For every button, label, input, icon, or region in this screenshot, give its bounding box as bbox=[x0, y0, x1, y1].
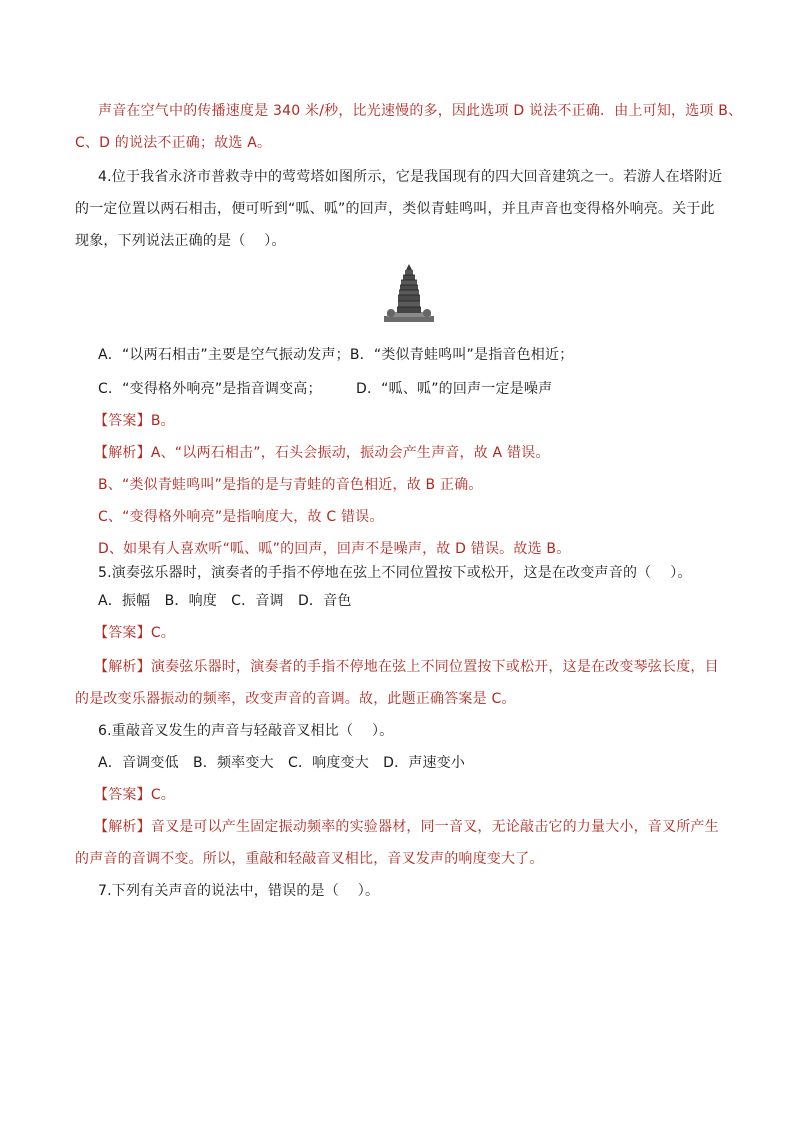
q6-answer bbox=[94, 786, 175, 804]
q6-options: A．音调变低 B．频率变大 C．响度变大 D．声速变小 bbox=[98, 755, 466, 771]
q4-stem-line-3: 现象，下列说法正确的是（ ）。 bbox=[75, 233, 286, 249]
q4-options-line-1: A．“以两石相击”主要是空气振动发声；B．“类似青蛙鸣叫”是指音色相近； bbox=[98, 347, 574, 363]
q4-analysis-line-3: C、“变得格外响亮”是指响度大，故 C 错误。 bbox=[98, 509, 384, 525]
q5-answer bbox=[94, 624, 175, 642]
q4-analysis-line-1 bbox=[94, 444, 550, 462]
q4-option-d: D．“呱、呱”的回声一定是噪声 bbox=[356, 381, 553, 397]
answer-value: C。 bbox=[150, 625, 175, 641]
q4-stem-line-2: 的一定位置以两石相击，便可听到“呱、呱”的回声，类似青蛙鸣叫，并且声音也变得格外响亮。关于此 bbox=[75, 201, 715, 217]
answer-value: B。 bbox=[150, 413, 175, 429]
q4-analysis-line-2: B、“类似青蛙鸣叫”是指的是与青蛙的音色相近，故 B 正确。 bbox=[98, 477, 483, 493]
answer-label: 【答案】 bbox=[94, 787, 151, 803]
q5-analysis-line-2: 的是改变乐器振动的频率，改变声音的音调。故，此题正确答案是 C。 bbox=[75, 691, 516, 707]
analysis-label: 【解析】 bbox=[94, 659, 151, 675]
answer-value: C。 bbox=[150, 787, 175, 803]
pagoda-tower-icon bbox=[383, 262, 435, 324]
q4-analysis-line-4: D、如果有人喜欢听“呱、呱”的回声，回声不是噪声，故 D 错误。故选 B。 bbox=[98, 541, 571, 557]
analysis-text: 演奏弦乐器时，演奏者的手指不停地在弦上不同位置按下或松开，这是在改变琴弦长度，目 bbox=[150, 659, 719, 675]
answer-label: 【答案】 bbox=[94, 625, 151, 641]
q5-analysis-line-1 bbox=[94, 658, 719, 676]
analysis-label: 【解析】 bbox=[94, 445, 151, 461]
q4-stem-line-1: 4.位于我省永济市普救寺中的莺莺塔如图所示，它是我国现有的四大回音建筑之一。若游人在塔附近 bbox=[98, 169, 723, 185]
prev-analysis-line-1: 声音在空气中的传播速度是 340 米/秒，比光速慢的多，因此选项 D 说法不正确．由上可知，选项 B、 bbox=[98, 103, 743, 119]
analysis-text: A、“以两石相击”，石头会振动，振动会产生声音，故 A 错误。 bbox=[150, 445, 550, 461]
q4-answer bbox=[94, 412, 175, 430]
q4-option-c: C．“变得格外响亮”是指音调变高； bbox=[98, 381, 322, 397]
q7-stem: 7.下列有关声音的说法中，错误的是（ ）。 bbox=[98, 883, 380, 899]
q5-options: A．振幅 B．响度 C．音调 D．音色 bbox=[98, 593, 352, 609]
q6-stem: 6.重敲音叉发生的声音与轻敲音叉相比（ ）。 bbox=[98, 723, 394, 739]
analysis-label: 【解析】 bbox=[94, 819, 151, 835]
q6-analysis-line-1 bbox=[94, 818, 719, 836]
answer-label: 【答案】 bbox=[94, 413, 151, 429]
prev-analysis-line-2: C、D 的说法不正确；故选 A。 bbox=[75, 135, 272, 151]
analysis-text: 音叉是可以产生固定振动频率的实验器材，同一音叉，无论敲击它的力量大小，音叉所产生 bbox=[150, 819, 719, 835]
q6-analysis-line-2: 的声音的音调不变。所以，重敲和轻敲音叉相比，音叉发声的响度变大了。 bbox=[75, 851, 544, 867]
q5-stem: 5.演奏弦乐器时，演奏者的手指不停地在弦上不同位置按下或松开，这是在改变声音的（ ）。 bbox=[98, 565, 692, 581]
